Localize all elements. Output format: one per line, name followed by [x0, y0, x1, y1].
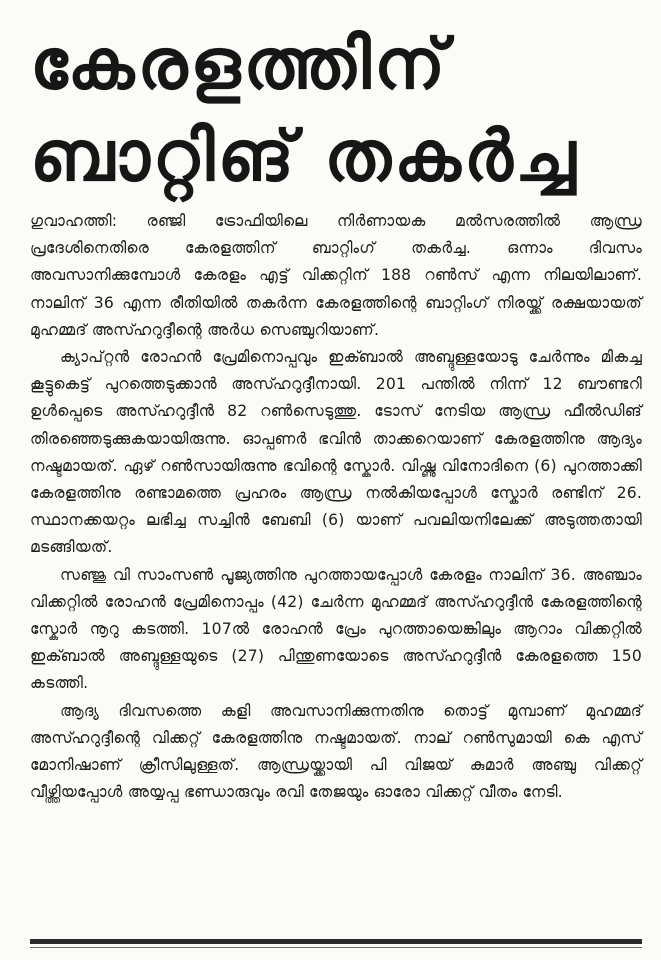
article-paragraph: സഞ്ജു വി സാംസൺ പൂജ്യത്തിനു പുറത്തായപ്പോൾ കേരളം നാലിന് 36. അഞ്ചാം വിക്കറ്റിൽ രോഹൻ പ്രേമിനൊപ്പം (42) ചേർന്ന മുഹമ്മദ് അസ്ഹറുദ്ദീൻ കേരളത്തിന്റെ സ്കോർ നൂറു കടത്തി. 107ൽ രോഹൻ പ്രേം പുറത്തായെങ്കിലും ആറാം വിക്കറ്റിൽ ഇക്ബാൽ അബ്ദുള്ളയുടെ (27) പിന്തുണയോടെ അസ്ഹറുദ്ദീൻ കേരളത്തെ 150 കടത്തി. — [30, 565, 642, 693]
article-body — [30, 208, 642, 806]
headline-line-2: ബാറ്റിങ് തകർച്ച — [30, 115, 579, 197]
article-paragraph: ആദ്യ ദിവസത്തെ കളി അവസാനിക്കുന്നതിനു തൊട്ട് മുമ്പാണ് മുഹമ്മദ് അസ്ഹറുദ്ദീന്റെ വിക്കറ്റ് കേരളത്തിനു നഷ്ടമായത്. നാല് റൺസുമായി കെ എസ് മോനിഷാണ് ക്രീസിലുള്ളത്. ആന്ധ്രയ്ക്കായി പി വിജയ് കുമാർ അഞ്ചു വിക്കറ്റ് വീഴ്ത്തിയപ്പോൾ അയ്യപ്പ ഭണ്ഡാരുവും രവി തേജയും ഓരോ വിക്കറ്റ് വീതം നേടി. — [30, 701, 642, 802]
article-paragraph: ഗുവാഹത്തി: രഞ്ജി ട്രോഫിയിലെ നിർണായക മൽസരത്തിൽ ആന്ധ്ര പ്രദേശിനെതിരെ കേരളത്തിന് ബാറ്റിംഗ് തകർച്ച. ഒന്നാം ദിവസം അവസാനിക്കുമ്പോൾ കേരളം എട്ട് വിക്കറ്റിന് 188 റൺസ് എന്ന നിലയിലാണ്. നാലിന് 36 എന്ന രീതിയിൽ തകർന്ന കേരളത്തിന്റെ ബാറ്റിംഗ് നിരയ്ക്ക് രക്ഷയായത് മുഹമ്മദ് അസ്ഹറുദ്ദീന്റെ അർധ സെഞ്ചുറിയാണ്. — [30, 212, 642, 339]
headline-line-1: കേരളത്തിന് — [30, 23, 449, 105]
article-paragraph: ക്യാപ്റ്റൻ രോഹൻ പ്രേമിനൊപ്പവും ഇക്ബാൽ അബ്ദുള്ളയോടു ചേർന്നും മികച്ച കൂട്ടുകെട്ട് പുറത്തെടുക്കാൻ അസ്ഹറുദ്ദീനായി. 201 പന്തിൽ നിന്ന് 12 ബൗണ്ടറി ഉൾപ്പെടെ അസ്ഹറുദ്ദീൻ 82 റൺസെടുത്തു. ടോസ് നേടിയ ആന്ധ്ര ഫീൽഡിങ് തിരഞ്ഞെടുക്കുകയായിരുന്നു. ഓപ്പണർ ഭവിൻ താക്കറെയാണ് കേരളത്തിനു ആദ്യം നഷ്ടമായത്. ഏഴ് റൺസായിരുന്നു ഭവിന്റെ സ്കോർ. വിഷ്ണു വിനോദിനെ (6) പുറത്താക്കി കേരളത്തിനു രണ്ടാമത്തെ പ്രഹരം ആന്ധ്ര നൽകിയപ്പോൾ സ്കോർ രണ്ടിന് 26. സ്ഥാനക്കയറ്റം ലഭിച്ച സച്ചിൻ ബേബി (6) യാണ് പവലിയനിലേക്ക് അടുത്തതായി മടങ്ങിയത്. — [30, 348, 642, 557]
bottom-rule-thin — [30, 947, 642, 948]
bottom-rule — [30, 939, 642, 944]
headline — [30, 18, 640, 202]
